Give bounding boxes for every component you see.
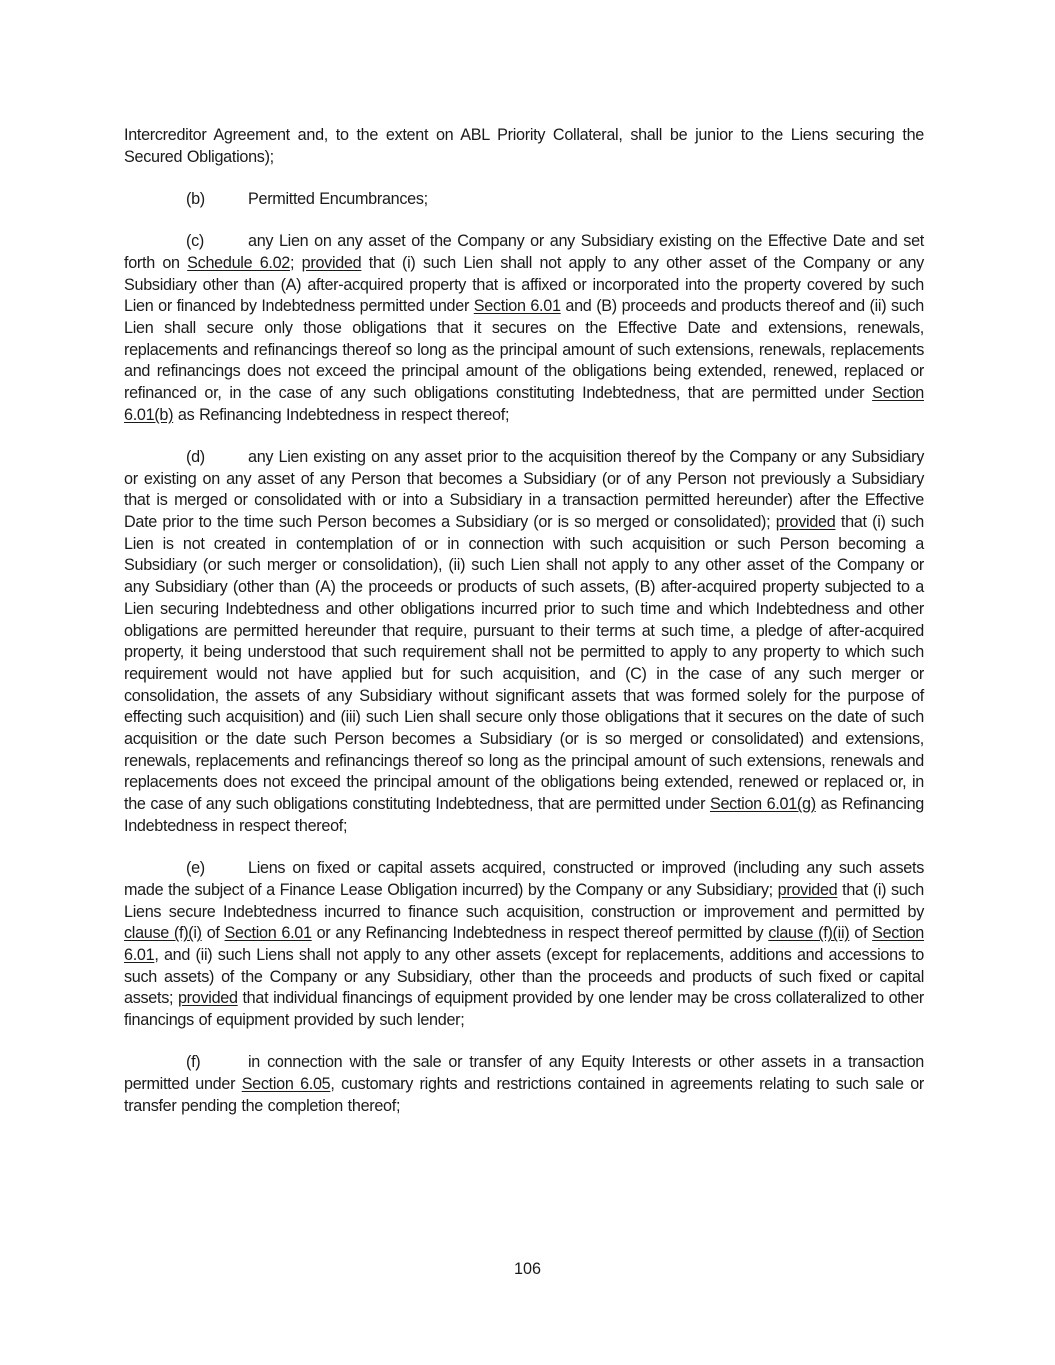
section-reference: Section 6.01(b) [124,384,924,424]
section-reference: Section 6.01 [124,924,925,964]
clause-label-b: (b) [186,189,205,208]
clause-d-text: any Lien existing on any asset prior to the acquisition thereof by the Company or any Subsidiary or existing on any asset of any Person that becomes a Subsidiary (or of any Person not previously a Subsidiary that is merged or consolidated with or into a Subsidiary in a transaction permitted hereunder) after the Effective Date prior to the time such Person becomes a Subsidiary (or is so merged or consolidated); [124,447,924,532]
provided-term: provided [777,880,838,899]
clause-label-c: (c) [186,232,204,251]
section-reference: Section 6.01(g) [709,795,816,814]
clause-c-text: as Refinancing Indebtedness in respect thereof; [173,405,510,424]
section-reference: Section 6.05 [241,1074,331,1093]
document-body [124,125,924,1138]
provided-term: provided [775,513,836,532]
clause-f-text: in connection with the sale or transfer of any Equity Interests or other assets in a transaction permitted under [124,1053,924,1093]
clause-reference: clause (f)(i) [124,924,202,943]
clause-d-text: as Refinancing Indebtedness in respect thereof; [124,795,924,835]
provided-term: provided [301,253,362,272]
section-reference: Section 6.01 [224,924,312,943]
clause-e-text: that individual financings of equipment provided by one lender may be cross collateralized to other financings of equipment provided by such lender; [124,989,924,1030]
clause-label-f: (f) [186,1053,201,1072]
clause-e-text: Liens on fixed or capital assets acquired, constructed or improved (including any such assets made the subject of a Finance Lease Obligation incurred) by the Company or any Subsidiary; [124,859,924,899]
paragraph-intro [124,125,924,168]
clause-c-text: and (B) proceeds and products thereof and (ii) such Lien shall secure only those obligations that it secures on the Effective Date and extensions, renewals, replacements and refinancings thereof so long as the principal amount of such extensions, renewals, replacements and refinancings does not exceed the principal amount of the obligations being extended, renewed, replaced or refinanced or, in the case of any such obligations constituting Indebtedness, that are permitted under [124,297,924,403]
page-number: 106 [513,1260,541,1278]
section-reference: Section 6.01 [473,297,561,316]
clause-e-text: or any Refinancing Indebtedness in respect thereof permitted by [311,924,769,943]
clause-c-text: ; [290,253,302,272]
provided-term: provided [177,989,238,1008]
clause-e-text: of [201,924,225,943]
intro-text: Intercreditor Agreement and, to the extent on ABL Priority Collateral, shall be junior to the Liens securing the Secured Obligations); [124,126,924,166]
clause-e-text: that (i) such Liens secure Indebtedness incurred to finance such acquisition, construction or improvement and permitted by [124,880,924,921]
paragraph-e [124,858,924,1032]
clause-b-text: Permitted Encumbrances; [248,189,428,208]
clause-c-text: any Lien on any asset of the Company or any Subsidiary existing on the Effective Date and set forth on [124,232,924,272]
clause-e-text: of [849,924,873,943]
clause-d-text: that (i) such Lien is not created in contemplation of or in connection with such acquisition or such Person becoming a Subsidiary (or such merger or consolidation), (ii) such Lien shall not apply to any other asset of the Company or any Subsidiary (other than (A) the proceeds or products of such assets, (B) after-acquired property subjected to a Lien securing Indebtedness and other obligations incurred prior to such time and which Indebtedness and other obligations are permitted hereunder that require, pursuant to their terms at such time, a pledge of after-acquired property, it being understood that such requirement shall not be permitted to apply to any property to which such requirement would not have applied but for such acquisition, and (C) in the case of any such merger or consolidation, the assets of any Subsidiary without significant assets that was formed solely for the purpose of effecting such acquisition) and (iii) such Lien shall secure only those obligations that it secures on the date of such acquisition or the date such Person becomes a Subsidiary (or is so merged or consolidated) and extensions, renewals, replacements and refinancings thereof so long as the principal amount of such extensions, renewals and replacements does not exceed the principal amount of the obligations being extended, renewed or replaced or, in the case of any such obligations constituting Indebtedness, that are permitted under [124,513,924,814]
clause-label-d: (d) [186,447,205,466]
clause-reference: clause (f)(ii) [768,924,850,943]
clause-f-text: , customary rights and restrictions contained in agreements relating to such sale or transfer pending the completion thereof; [124,1074,924,1115]
paragraph-c [124,231,924,426]
clause-c-text: that (i) such Lien shall not apply to any other asset of the Company or any Subsidiary other than (A) after-acquired property that is affixed or incorporated into the property covered by such Lien or financed by Indebtedness permitted under [124,253,924,316]
schedule-reference: Schedule 6.02 [187,253,291,272]
paragraph-b [124,189,924,211]
clause-e-text: , and (ii) such Liens shall not apply to any other assets (except for replacements, additions and accessions to such assets) of the Company or any Subsidiary, other than the proceeds and products of such fixed or capital assets; [124,945,924,1008]
paragraph-d [124,447,924,838]
paragraph-f [124,1052,924,1117]
clause-label-e: (e) [186,859,205,878]
